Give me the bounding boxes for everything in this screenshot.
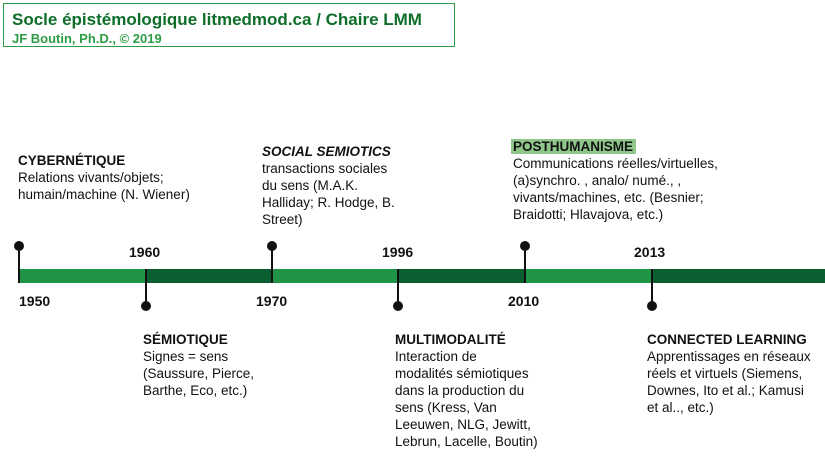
event-description: transactions sociales du sens (M.A.K. Halliday; R. Hodge, B. Street) <box>262 161 395 227</box>
year-label-2013: 2013 <box>634 244 666 260</box>
timeline-segment-2013-onward <box>652 269 825 283</box>
year-label-1996: 1996 <box>382 244 414 260</box>
timeline-segment-1970-1996 <box>272 269 398 283</box>
marker-dot-2013 <box>647 301 657 311</box>
header-box <box>3 3 455 47</box>
marker-stem-2013 <box>651 269 653 304</box>
event-title: CYBERNÉTIQUE <box>18 153 126 168</box>
event-description: Signes = sens (Saussure, Pierce, Barthe, Eco, etc.) <box>143 349 255 398</box>
header-title: Socle épistémologique litmedmod.ca / Chaire LMM <box>12 10 422 29</box>
marker-dot-1996 <box>393 301 403 311</box>
event-description: Relations vivants/objets; humain/machine (N. Wiener) <box>18 170 190 202</box>
event-posthumanisme <box>513 138 718 223</box>
year-label-1960: 1960 <box>129 244 161 260</box>
event-multimodalite <box>395 331 538 450</box>
marker-dot-1960 <box>141 301 151 311</box>
event-title: SÉMIOTIQUE <box>143 332 228 347</box>
marker-stem-1950 <box>18 246 20 283</box>
marker-stem-1996 <box>397 269 399 304</box>
marker-stem-1960 <box>145 269 147 304</box>
event-description: Apprentissages en réseaux réels et virtuels (Siemens, Downes, Ito et al.; Kamusi et al.., etc.) <box>647 349 811 415</box>
event-title: POSTHUMANISME <box>511 139 636 154</box>
timeline-segment-1950-1960 <box>18 269 146 283</box>
timeline-segment-1960-1970 <box>146 269 272 283</box>
header-subtitle: JF Boutin, Ph.D., © 2019 <box>12 31 162 46</box>
event-social-semiotics <box>262 143 395 228</box>
event-semiotique <box>143 331 254 399</box>
event-cybernetique <box>18 152 190 203</box>
marker-stem-2010 <box>524 246 526 283</box>
event-title: MULTIMODALITÉ <box>395 332 506 347</box>
event-description: Interaction de modalités sémiotiques dans la production du sens (Kress, Van Leeuwen, NLG, Jewitt, Lebrun, Lacelle, Boutin) <box>395 349 538 449</box>
year-label-2010: 2010 <box>508 293 540 309</box>
year-label-1950: 1950 <box>19 293 51 309</box>
event-connected-learning <box>647 331 811 416</box>
marker-stem-1970 <box>271 246 273 283</box>
year-label-1970: 1970 <box>256 293 288 309</box>
timeline-segment-1996-2010 <box>398 269 525 283</box>
event-title: CONNECTED LEARNING <box>647 332 807 347</box>
event-description: Communications réelles/virtuelles, (a)synchro. , analo/ numé., , vivants/machines, etc. (Besnier; Braidotti; Hlavajova, etc.) <box>513 156 718 222</box>
event-title: SOCIAL SEMIOTICS <box>262 144 391 159</box>
timeline-segment-2010-2013 <box>525 269 652 283</box>
